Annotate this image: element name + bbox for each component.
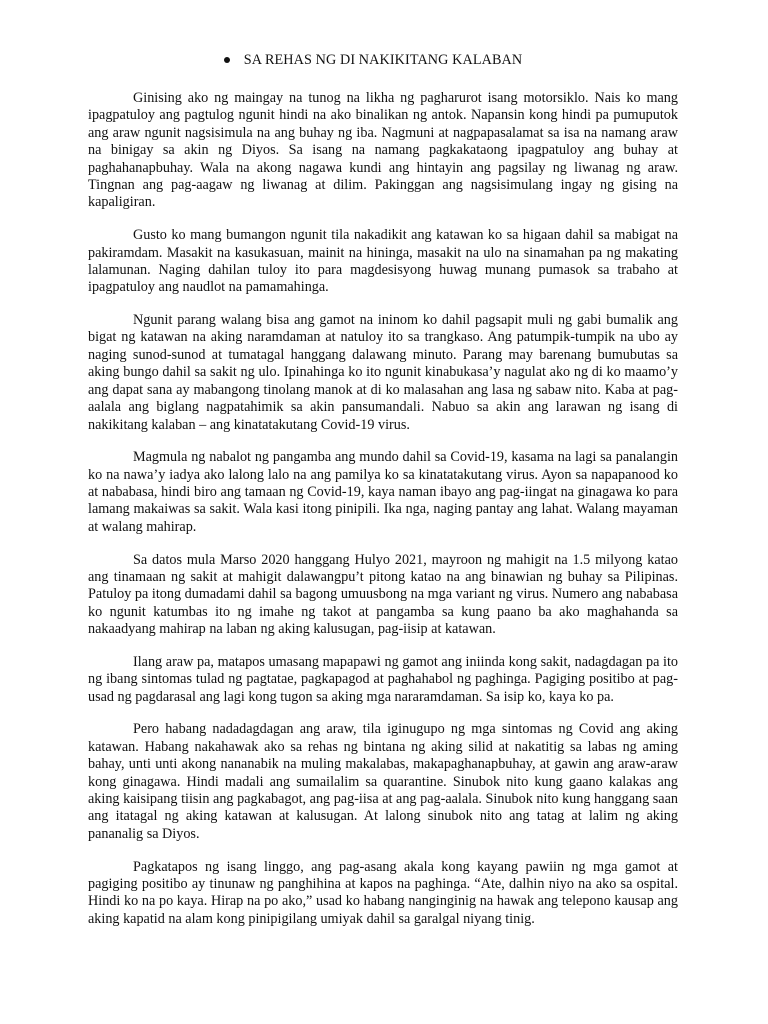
document-page <box>88 50 678 943</box>
paragraph: Magmula ng nabalot ng pangamba ang mundo dahil sa Covid-19, kasama na lagi sa panalangin ko na nawa’y iadya ako lalong lalo na ang pamilya ko sa kinatatakutang virus. Ayon sa napapanood ko at nababasa, hindi biro ang tamaan ng Covid-19, kaya naman ibayo ang pag-iingat na ginagawa ko para lamang makaiwas sa sakit. Wala kasi itong pinipili. Ika nga, naging pantay ang lahat. Walang mayaman at walang mahirap. <box>88 449 678 535</box>
title-row <box>88 50 678 70</box>
paragraph: Pero habang nadadagdagan ang araw, tila iginugupo ng mga sintomas ng Covid ang aking katawan. Habang nakahawak ako sa rehas ng bintana ng aking silid at nakatitig sa labas ng aming bahay, unti unti akong nananabik na muling makalabas, makapaghanapbuhay, at gawin ang araw-araw kong ginagawa. Hindi madali ang sumailalim sa quarantine. Sinubok nito kung gaano kalakas ang aking kaisipang tiisin ang pagkabagot, ang pag-iisa at ang pag-aalala. Sinubok nito kung hanggang saan ang itatagal ng aking katawan at kalusugan. At lalong sinubok nito ang tatag at lalim ng aking pananalig sa Diyos. <box>88 721 678 842</box>
paragraph: Ngunit parang walang bisa ang gamot na ininom ko dahil pagsapit muli ng gabi bumalik ang bigat ng katawan na aking naramdaman at natuloy ito sa trangkaso. Ang patumpik-tumpik na ubo ay naging sunod-sunod at tumatagal hanggang dalawang minuto. Parang may barenang bumubutas sa aking bungo dahil sa sakit ng ulo. Ipinahinga ko ito ngunit kinabukasa’y nagulat ako ng di ko maamo’y ang dapat sana ay mabangong tinolang manok at di ko malasahan ang lasa ng sabaw nito. Kaba at pag-aalala ang biglang nagpatahimik sa akin pansumandali. Nabuo sa akin ang larawan ng isang di nakikitang kalaban – ang kinatatakutang Covid-19 virus. <box>88 312 678 433</box>
paragraph: Pagkatapos ng isang linggo, ang pag-asang akala kong kayang pawiin ng mga gamot at pagiging positibo ay tinunaw ng panghihina at kapos na paghinga. “Ate, dalhin niyo na ako sa ospital. Hindi ko na po kaya. Hirap na po ako,” usad ko habang nanginginig na hawak ang telepono kausap ang aking kapatid na alam kong pinipigilang umiyak dahil sa garalgal niyang tinig. <box>88 858 678 927</box>
paragraph: Ilang araw pa, matapos umasang mapapawi ng gamot ang iniinda kong sakit, nadagdagan pa ito ng ibang sintomas tulad ng pagtatae, pagkapagod at paghahabol ng paghinga. Pagiging positibo at pag-usad ng pagdarasal ang lagi kong tugon sa aking mga nararamdaman. Sa isip ko, kaya ko pa. <box>88 653 678 705</box>
document-title: SA REHAS NG DI NAKIKITANG KALABAN <box>243 51 523 68</box>
paragraph: Gusto ko mang bumangon ngunit tila nakadikit ang katawan ko sa higaan dahil sa mabigat na pakiramdam. Masakit na kasukasuan, mainit na hininga, masakit na ulo na sinamahan pa ng makating lalamunan. Naging dahilan tuloy ito para magdesisyong huwag munang pumasok sa trabaho at ipagpatuloy ang naudlot na pamamahinga. <box>88 227 678 296</box>
bullet-icon <box>224 57 230 63</box>
paragraph: Ginising ako ng maingay na tunog na likha ng pagharurot isang motorsiklo. Nais ko mang ipagpatuloy ang pagtulog ngunit hindi na ako binalikan ng antok. Napansin kong hindi pa pumuputok ang araw ngunit nagsisimula na ang buhay ng iba. Nagmuni at nagpapasalamat sa isa na namang araw na binigay sa akin ng Diyos. Sa isang na namang pagkakataong ipagpatuloy ang buhay at paghahanapbuhay. Wala na akong nagawa kundi ang hintayin ang pagsilay ng liwanag ng araw. Tingnan ang pag-aagaw ng liwanag at dilim. Pakinggan ang nagsisimulang ingay ng gising na kapaligiran. <box>88 90 678 211</box>
paragraph: Sa datos mula Marso 2020 hanggang Hulyo 2021, mayroon ng mahigit na 1.5 milyong katao ang tinamaan ng sakit at mahigit dalawangpu’t pitong katao na ang binawian ng buhay sa Pilipinas. Patuloy pa itong dumadami dahil sa bagong umuusbong na mga variant ng virus. Numero ang nababasa ko ngunit katumbas ito ng imahe ng takot at pangamba sa kung paano ba ako maghahanda sa nakaadyang mahirap na laban ng aking kalusugan, pag-iisip at katawan. <box>88 551 678 638</box>
